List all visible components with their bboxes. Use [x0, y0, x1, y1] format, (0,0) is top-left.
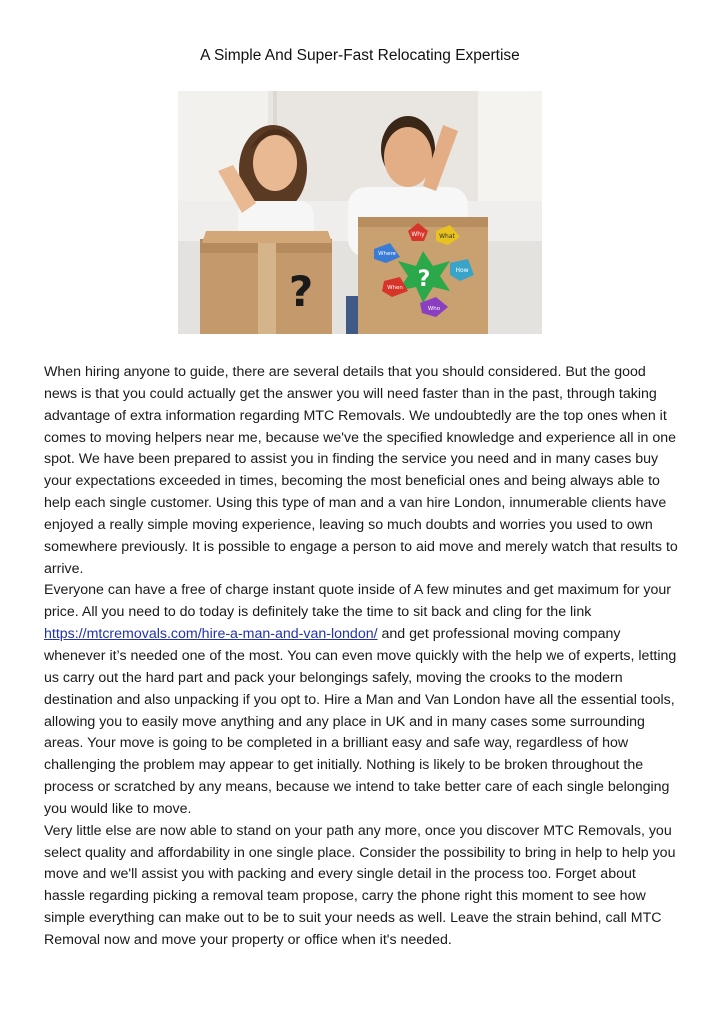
svg-text:Why: Why	[411, 231, 425, 238]
paragraph-quote	[44, 580, 678, 820]
article-body	[44, 362, 678, 952]
page-title: A Simple And Super-Fast Relocating Expertise	[200, 47, 520, 64]
question-mark-right: ?	[417, 267, 431, 292]
paragraph-quote-after: and get professional moving company whenever it’s needed one of the most. You can even move quickly with the help we of experts, letting us carry out the hard part and pack your belongings safely, moving the crooks to the modern destination and also unpacking if you opt to. Hire a Man and Van London have all the essential tools, allowing you to easily move anything and any place in UK and in many cases some surrounding areas. Your move is going to be completed in a brilliant easy and safe way, regardless of how challenging the problem may appear to get initially. Nothing is likely to be broken throughout the process or scratched by any means, because we intend to take better care of each single belonging you would like to move.	[44, 626, 677, 817]
cardboard-box-left	[200, 231, 332, 334]
paragraph-closing: Very little else are now able to stand on your path any more, once you discover MTC Removals, you select quality and affordability in one single place. Consider the possibility to bring in help to help you move and we'll assist you with packing and every single detail in the process too. Forget about hassle regarding picking a removal team propose, carry the phone right this moment to see how simple everything can make out to be to suit your needs as well. Leave the strain behind, call MTC Removal now and move your property or office when it's needed.	[44, 822, 676, 948]
paragraph-intro: When hiring anyone to guide, there are several details that you should considered. But the good news is that you could actually get the answer you will need faster than in the past, through taking advantage of extra information regarding MTC Removals. We undoubtedly are the top ones when it comes to moving helpers near me, because we've the specified knowledge and experience all in one spot. We have been prepared to assist you in finding the service you need and in many cases buy your expectations exceeded in times, becoming the most beneficial ones and being always able to help each single customer. Using this type of man and a van hire London, innumerable clients have enjoyed a really simple moving experience, leaving so much doubts and worries you used to own somewhere previously. It is possible to engage a person to aid move and merely watch that results to arrive.	[44, 364, 678, 577]
cardboard-box-right	[358, 217, 488, 334]
svg-text:How: How	[455, 267, 469, 274]
svg-text:Who: Who	[427, 306, 441, 312]
hire-man-van-link[interactable]: https://mtcremovals.com/hire-a-man-and-van-london/	[44, 626, 378, 643]
question-mark-left: ?	[288, 267, 314, 316]
svg-text:What: What	[439, 233, 455, 240]
svg-text:When: When	[387, 285, 403, 291]
paragraph-quote-before: Everyone can have a free of charge instant quote inside of A few minutes and get maximum for your price. All you need to do today is definitely take the time to sit back and cling for the link	[44, 582, 671, 621]
svg-text:Where: Where	[378, 251, 396, 257]
couple-with-boxes-photo	[178, 91, 542, 334]
